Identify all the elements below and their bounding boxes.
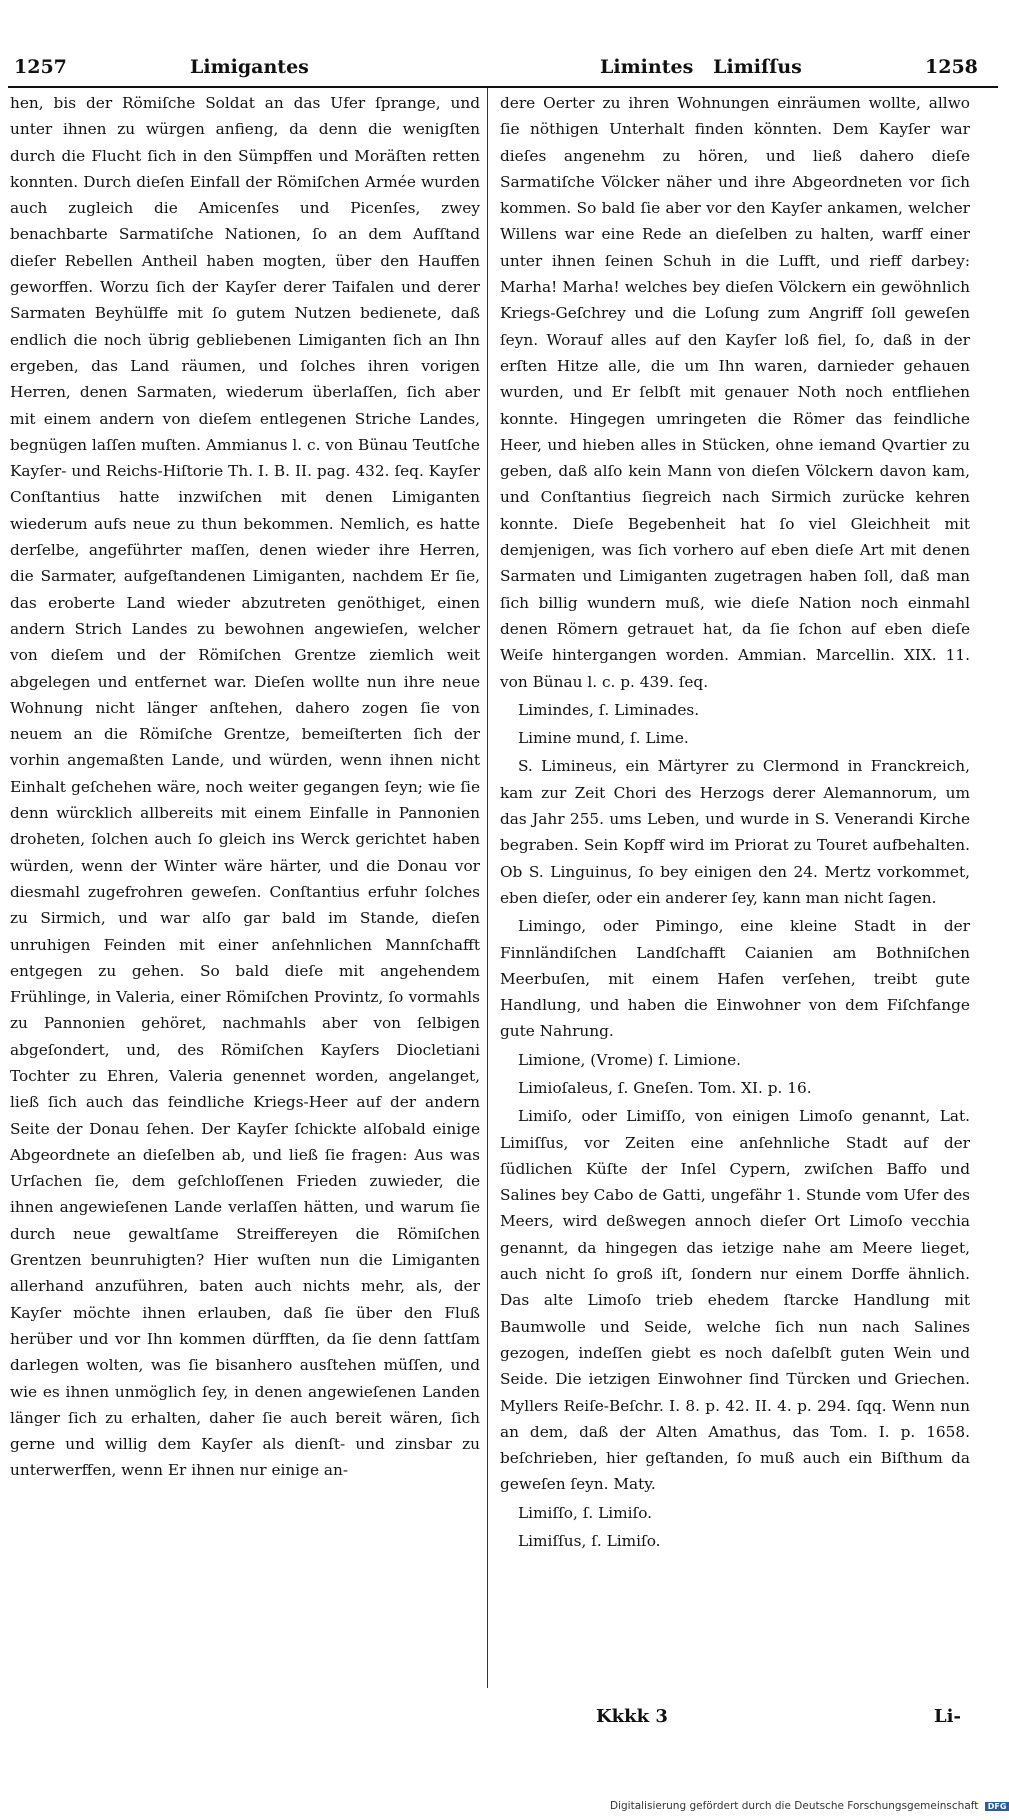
header-rule <box>8 86 998 88</box>
digitization-credit <box>610 1800 1009 1812</box>
right-column <box>500 90 970 1554</box>
left-paragraph-continuation: hen, bis der Römiſche Soldat an das Ufer ſprange, und unter ihnen zu würgen anfieng, da denn die wenigſten durch die Flucht ſich in den Sümpffen und Moräſten retten konnten. Durch dieſen Einfall der Römiſchen Armée wurden auch zugleich die Amicenſes und Picenſes, zwey benachbarte Sarmatiſche Nationen, ſo an dem Aufſtand dieſer Rebellen Antheil haben mogten, über den Hauffen geworffen. Worzu ſich der Kayſer derer Taifalen und derer Sarmaten Beyhülffe mit ſo gutem Nutzen bedienete, daß endlich die noch übrig gebliebenen Limiganten ſich an Ihn ergeben, das Land räumen, und ſolches ihren vorigen Herren, denen Sarmaten, wiederum überlaſſen, ſich aber mit einem andern von dieſem entlegenen Striche Landes, begnügen laſſen muſten. Ammianus l. c. von Bünau Teutſche Kayſer- und Reichs-Hiſtorie Th. I. B. II. pag. 432. ſeq. Kayſer Conſtantius hatte inzwiſchen mit denen Limiganten wiederum aufs neue zu thun bekommen. Nemlich, es hatte derſelbe, angeführter maſſen, denen wieder ihre Herren, die Sarmater, aufgeſtandenen Limiganten, nachdem Er ſie, das eroberte Land wieder abzutreten genöthiget, einen andern Strich Landes zu bewohnen angewieſen, welcher von dieſem und der Römiſchen Grentze ziemlich weit abgelegen und entfernet war. Dieſen wollte nun ihre neue Wohnung nicht länger anſtehen, dahero zogen ſie von neuem an die Römiſche Grentze, bemeiſterten ſich der vorhin angemaßten Lande, und würden, wenn ihnen nicht Einhalt geſchehen wäre, noch weiter gegangen ſeyn; wie ſie denn würcklich allbereits mit einem Einfalle in Pannonien droheten, ſolchen auch ſo gleich ins Werck gerichtet haben würden, wenn der Winter wäre härter, und die Donau vor diesmahl zugefrohren geweſen. Conſtantius erfuhr ſolches zu Sirmich, und war alſo gar bald im Stande, dieſen unruhigen Feinden mit einer anſehnlichen Mannſchafft entgegen zu gehen. So bald dieſe mit angehendem Frühlinge, in Valeria, einer Römiſchen Provintz, ſo vormahls zu Pannonien gehöret, nachmahls aber von ſelbigen abgeſondert, und, des Römiſchen Kayſers Diocletiani Tochter zu Ehren, Valeria genennet worden, angelanget, ließ ſich auch das feindliche Kriegs-Heer auf der andern Seite der Donau ſehen. Der Kayſer ſchickte alſobald einige Abgeordnete an dieſelben ab, und ließ ſie fragen: Aus was Urſachen ſie, dem geſchloſſenen Frieden zuwieder, die ihnen angewieſenen Lande verlaſſen hätten, und warum ſie durch neue gewaltſame Streiffereyen die Römiſchen Grentzen beunruhigten? Hier wuſten nun die Limiganten allerhand anzuführen, baten auch nichts mehr, als, der Kayſer möchte ihnen erlauben, daß ſie über den Fluß herüber und vor Ihn kommen dürfften, da ſie denn ſattſam darlegen wolten, was ſie bisanhero ausſtehen müſſen, und wie es ihnen unmöglich ſey, in denen angewieſenen Landen länger ſich zu erhalten, daher ſie auch bereit wären, ſich gerne und willig dem Kayſer als dienſt- und zinsbar zu unterwerffen, wenn Er ihnen nur einige an- <box>10 94 480 1480</box>
entry-limingo: Limingo, oder Pimingo, eine kleine Stadt in der Finnländiſchen Landſchafft Caianien am Bothniſchen Meerbuſen, mit einem Hafen verſehen, treibt gute Handlung, und haben die Einwohner von dem Fiſchfange gute Nahrung. <box>500 917 970 1041</box>
entry-limiso: Limiſo, oder Limiſſo, von einigen Limoſo genannt, Lat. Limiſſus, vor Zeiten eine anſehnliche Stadt auf der ſüdlichen Küſte der Inſel Cypern, zwiſchen Baffo und Salines bey Cabo de Gatti, ungefähr 1. Stunde vom Ufer des Meers, wird deßwegen annoch dieſer Ort Limoſo vecchia genannt, da hingegen das ietzige nahe am Meere lieget, auch nicht ſo groß iſt, ſondern nur einem Dorffe ähnlich. Das alte Limoſo trieb ehedem ſtarcke Handlung mit Baumwolle und Seide, welche ſich nun nach Salines gezogen, indeſſen giebt es noch daſelbſt guten Wein und Seide. Die ietzigen Einwohner ſind Türcken und Griechen. Myllers Reiſe-Beſchr. I. 8. p. 42. II. 4. p. 294. ſqq. Wenn nun an dem, daß der Alten Amathus, das Tom. I. p. 1658. beſchrieben, hier geſtanden, ſo muß auch ein Biſthum da geweſen ſeyn. Maty. <box>500 1107 970 1494</box>
right-page-number: 1258 <box>925 56 978 78</box>
entry-limissus: Limiſſus, ſ. Limiſo. <box>518 1532 661 1551</box>
entry-limiosaleus: Limioſaleus, ſ. Gneſen. Tom. XI. p. 16. <box>518 1078 812 1097</box>
left-running-title: Limigantes <box>190 56 309 78</box>
entry-limindes: Limindes, ſ. Liminades. <box>518 700 700 719</box>
catchword: Li- <box>934 1706 961 1727</box>
credit-text: Digitalisierung gefördert durch die Deutsche Forschungsgemeinschaft <box>610 1800 979 1812</box>
entry-limione: Limione, (Vrome) ſ. Limione. <box>518 1050 742 1069</box>
left-page-number: 1257 <box>14 56 67 78</box>
signature-mark: Kkkk 3 <box>596 1706 668 1727</box>
right-paragraph-continuation: dere Oerter zu ihren Wohnungen einräumen wollte, allwo ſie nöthigen Unterhalt finden könnten. Dem Kayſer war dieſes angenehm zu hören, und ließ dahero dieſe Sarmatiſche Völcker näher und ihre Abgeordneten vor ſich kommen. So bald ſie aber vor den Kayſer ankamen, welcher Willens war eine Rede an dieſelben zu halten, warff einer unter ihnen ſeinen Schuh in die Lufft, und rieff darbey: Marha! Marha! welches bey dieſen Völckern ein gewöhnlich Kriegs-Geſchrey und die Loſung zum Angriff ſoll geweſen ſeyn. Worauf alles auf den Kayſer loß fiel, ſo, daß in der erſten Hitze alle, die um Ihn waren, darnieder gehauen wurden, und Er ſelbſt mit genauer Noth noch entfliehen konnte. Hingegen umringeten die Römer das feindliche Heer, und hieben alles in Stücken, ohne iemand Qvartier zu geben, daß alſo kein Mann von dieſen Völckern davon kam, und Conſtantius ſiegreich nach Sirmich zurücke kehren konnte. Dieſe Begebenheit hat ſo viel Gleichheit mit demjenigen, was ſich vorhero auf eben dieſe Art mit denen Sarmaten und Limiganten zugetragen haben ſoll, daß man ſich billig wundern muß, wie dieſe Nation noch einmahl denen Römern getrauet hat, da ſie ſchon auf eben dieſe Weiſe hintergangen worden. Ammian. Marcellin. XIX. 11. von Bünau l. c. p. 439. ſeq. <box>500 94 970 691</box>
dfg-logo: DFG <box>985 1802 1009 1811</box>
column-divider <box>487 88 488 1688</box>
entry-limisso: Limiſſo, ſ. Limiſo. <box>518 1503 653 1522</box>
right-running-title: Limintes Limiſſus <box>600 56 802 78</box>
left-column <box>10 90 480 1484</box>
entry-limineus: S. Limineus, ein Märtyrer zu Clermond in Franckreich, kam zur Zeit Chori des Herzogs derer Alemannorum, um das Jahr 255. ums Leben, und wurde in S. Venerandi Kirche begraben. Sein Kopff wird im Priorat zu Touret aufbehalten. Ob S. Linguinus, ſo bey einigen den 24. Mertz vorkommet, eben dieſer, oder ein anderer ſey, kann man nicht ſagen. <box>500 757 970 907</box>
entry-limine-mund: Limine mund, ſ. Lime. <box>518 729 689 748</box>
